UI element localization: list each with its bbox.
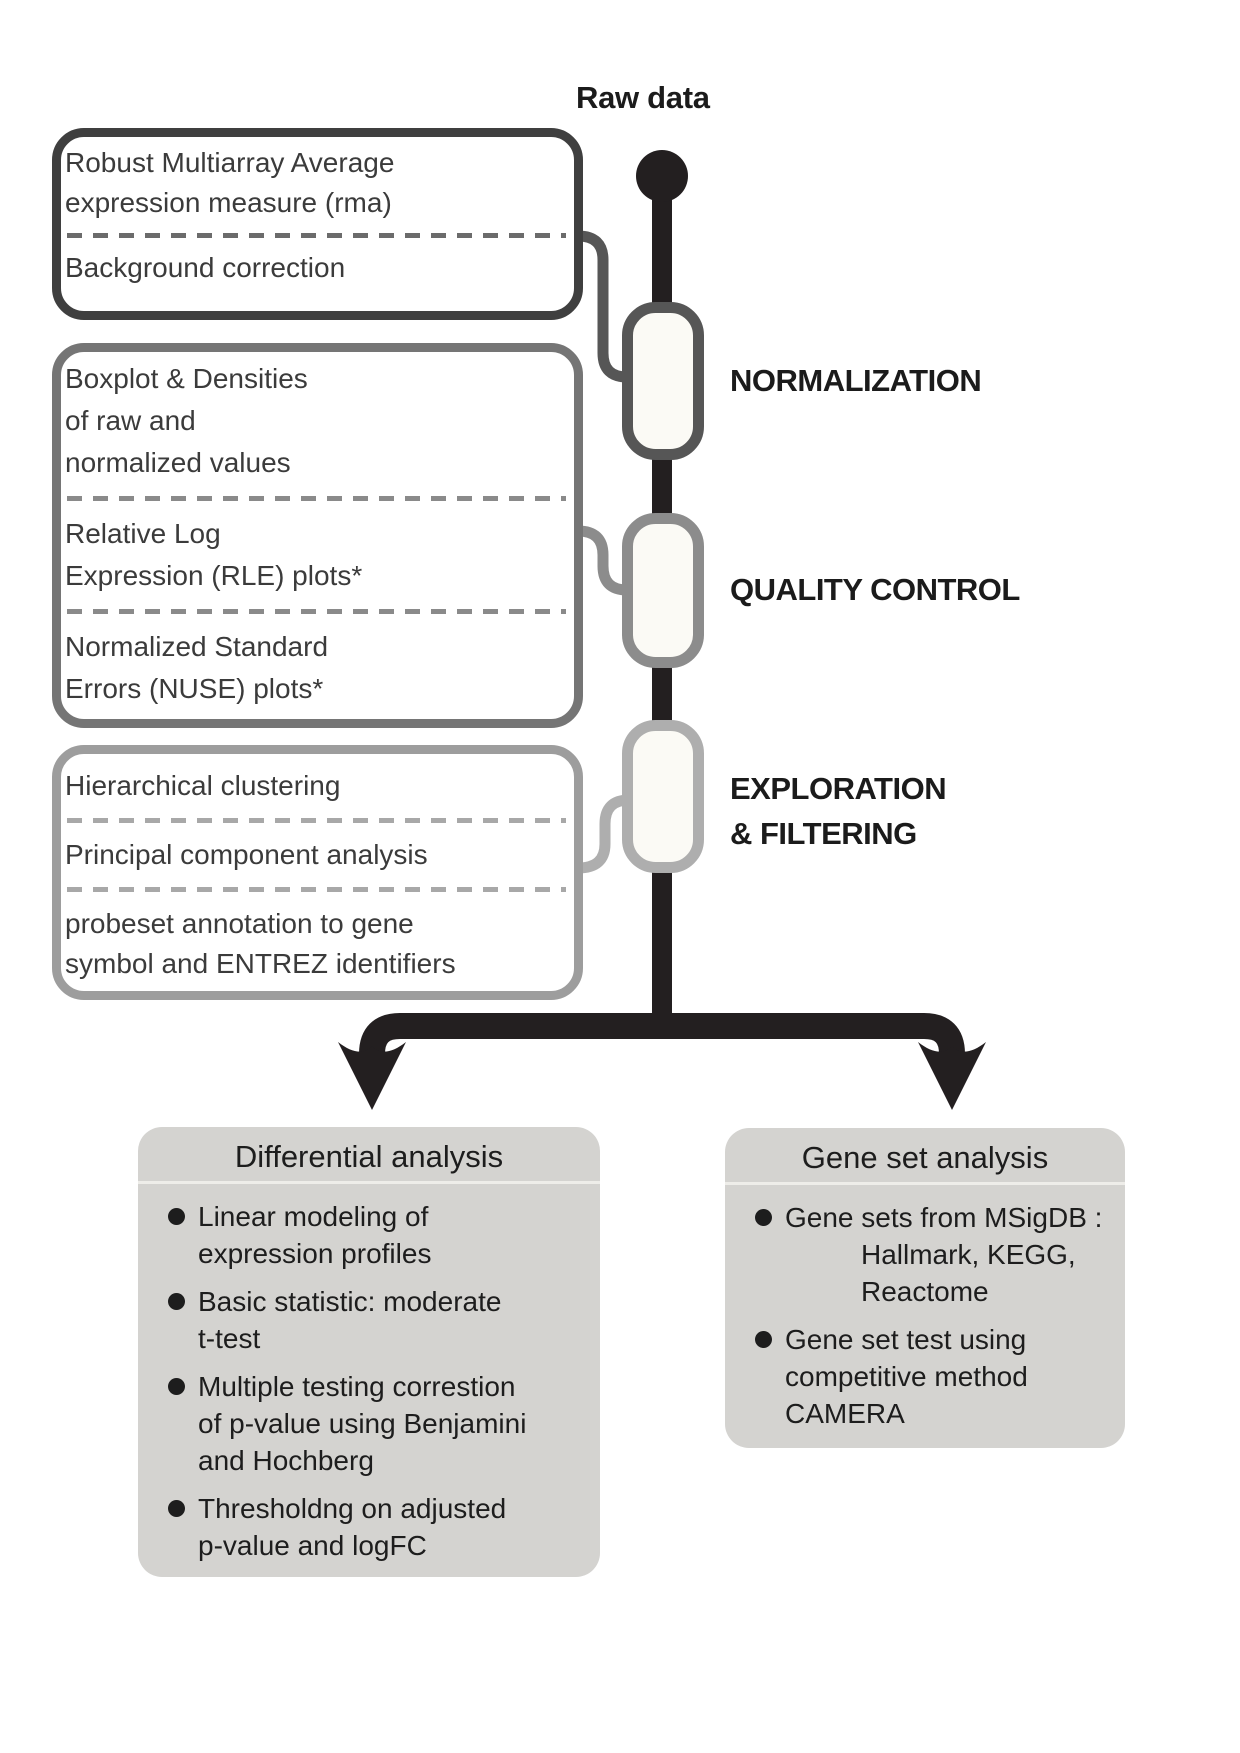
dashed-divider — [67, 818, 566, 823]
exploration-node — [628, 726, 699, 868]
bullet-line: p-value and logFC — [198, 1530, 427, 1561]
bullet-line: Linear modeling of — [198, 1201, 429, 1232]
quality-control-node — [628, 519, 699, 663]
connector-normalization — [578, 236, 627, 377]
right-arrowhead-icon — [918, 1042, 986, 1110]
dashed-divider — [67, 496, 566, 501]
stage-label-line: QUALITY CONTROL — [730, 572, 1020, 607]
connector-exploration — [578, 800, 629, 868]
list-item — [168, 1283, 594, 1357]
box-section — [65, 358, 568, 484]
dashed-divider — [67, 887, 566, 892]
bullet-line: expression profiles — [198, 1238, 432, 1269]
box-section — [65, 766, 568, 806]
normalization-node — [628, 308, 699, 455]
bullet-line: Reactome — [861, 1276, 989, 1307]
raw-data-dot — [636, 150, 688, 202]
box-line: symbol and ENTREZ identifiers — [65, 948, 456, 979]
box-line: Errors (NUSE) plots* — [65, 673, 324, 704]
connector-quality-control — [578, 531, 627, 590]
list-item — [168, 1368, 594, 1479]
left-arrowhead-icon — [338, 1042, 406, 1110]
box-line: Hierarchical clustering — [65, 770, 341, 801]
bullet-line: Hallmark, KEGG, — [861, 1239, 1076, 1270]
dashed-divider — [67, 609, 566, 614]
box-section — [65, 904, 568, 984]
stage-label-exploration-filtering — [730, 766, 946, 856]
bullet-line: competitive method — [785, 1361, 1028, 1392]
branch-bar — [372, 1026, 952, 1072]
bullet-line: CAMERA — [785, 1398, 905, 1429]
bullet-line: Gene sets from MSigDB : — [785, 1202, 1103, 1233]
stage-label-normalization — [730, 363, 981, 399]
normalization-methods-box — [52, 128, 583, 320]
panel-title: Gene set analysis — [725, 1128, 1125, 1185]
stage-label-line: NORMALIZATION — [730, 363, 982, 398]
box-section — [65, 835, 568, 875]
box-section — [65, 626, 568, 710]
gene-set-analysis-panel — [725, 1128, 1125, 1448]
bullet-line: and Hochberg — [198, 1445, 374, 1476]
list-item — [755, 1321, 1119, 1432]
stage-label-quality-control — [730, 572, 1020, 608]
dashed-divider — [67, 233, 566, 238]
bullet-line: Basic statistic: moderate — [198, 1286, 502, 1317]
bullet-line: Thresholdng on adjusted — [198, 1493, 507, 1524]
box-line: probeset annotation to gene — [65, 908, 414, 939]
box-section — [65, 248, 568, 288]
quality-control-methods-box — [52, 343, 583, 728]
box-section — [65, 143, 568, 223]
exploration-methods-box — [52, 745, 583, 1000]
box-line: of raw and — [65, 405, 196, 436]
panel-title: Differential analysis — [138, 1127, 600, 1184]
stage-label-line: & FILTERING — [730, 816, 917, 851]
list-item — [168, 1198, 594, 1272]
box-line: Principal component analysis — [65, 839, 428, 870]
box-line: normalized values — [65, 447, 291, 478]
box-line: Relative Log — [65, 518, 221, 549]
bullet-list — [725, 1199, 1125, 1432]
bullet-line: Gene set test using — [785, 1324, 1027, 1355]
stage-label-line: EXPLORATION — [730, 771, 947, 806]
bullet-list — [138, 1198, 600, 1564]
bullet-line: of p-value using Benjamini — [198, 1408, 527, 1439]
box-line: Boxplot & Densities — [65, 363, 308, 394]
bullet-line: Multiple testing correstion — [198, 1371, 516, 1402]
differential-analysis-panel — [138, 1127, 600, 1577]
box-line: Background correction — [65, 252, 346, 283]
box-line: Normalized Standard — [65, 631, 329, 662]
list-item — [168, 1490, 594, 1564]
bullet-line: t-test — [198, 1323, 261, 1354]
box-line: expression measure (rma) — [65, 187, 392, 218]
box-line: Expression (RLE) plots* — [65, 560, 363, 591]
list-item — [755, 1199, 1119, 1310]
box-section — [65, 513, 568, 597]
box-line: Robust Multiarray Average — [65, 147, 395, 178]
raw-data-label: Raw data — [576, 80, 710, 115]
